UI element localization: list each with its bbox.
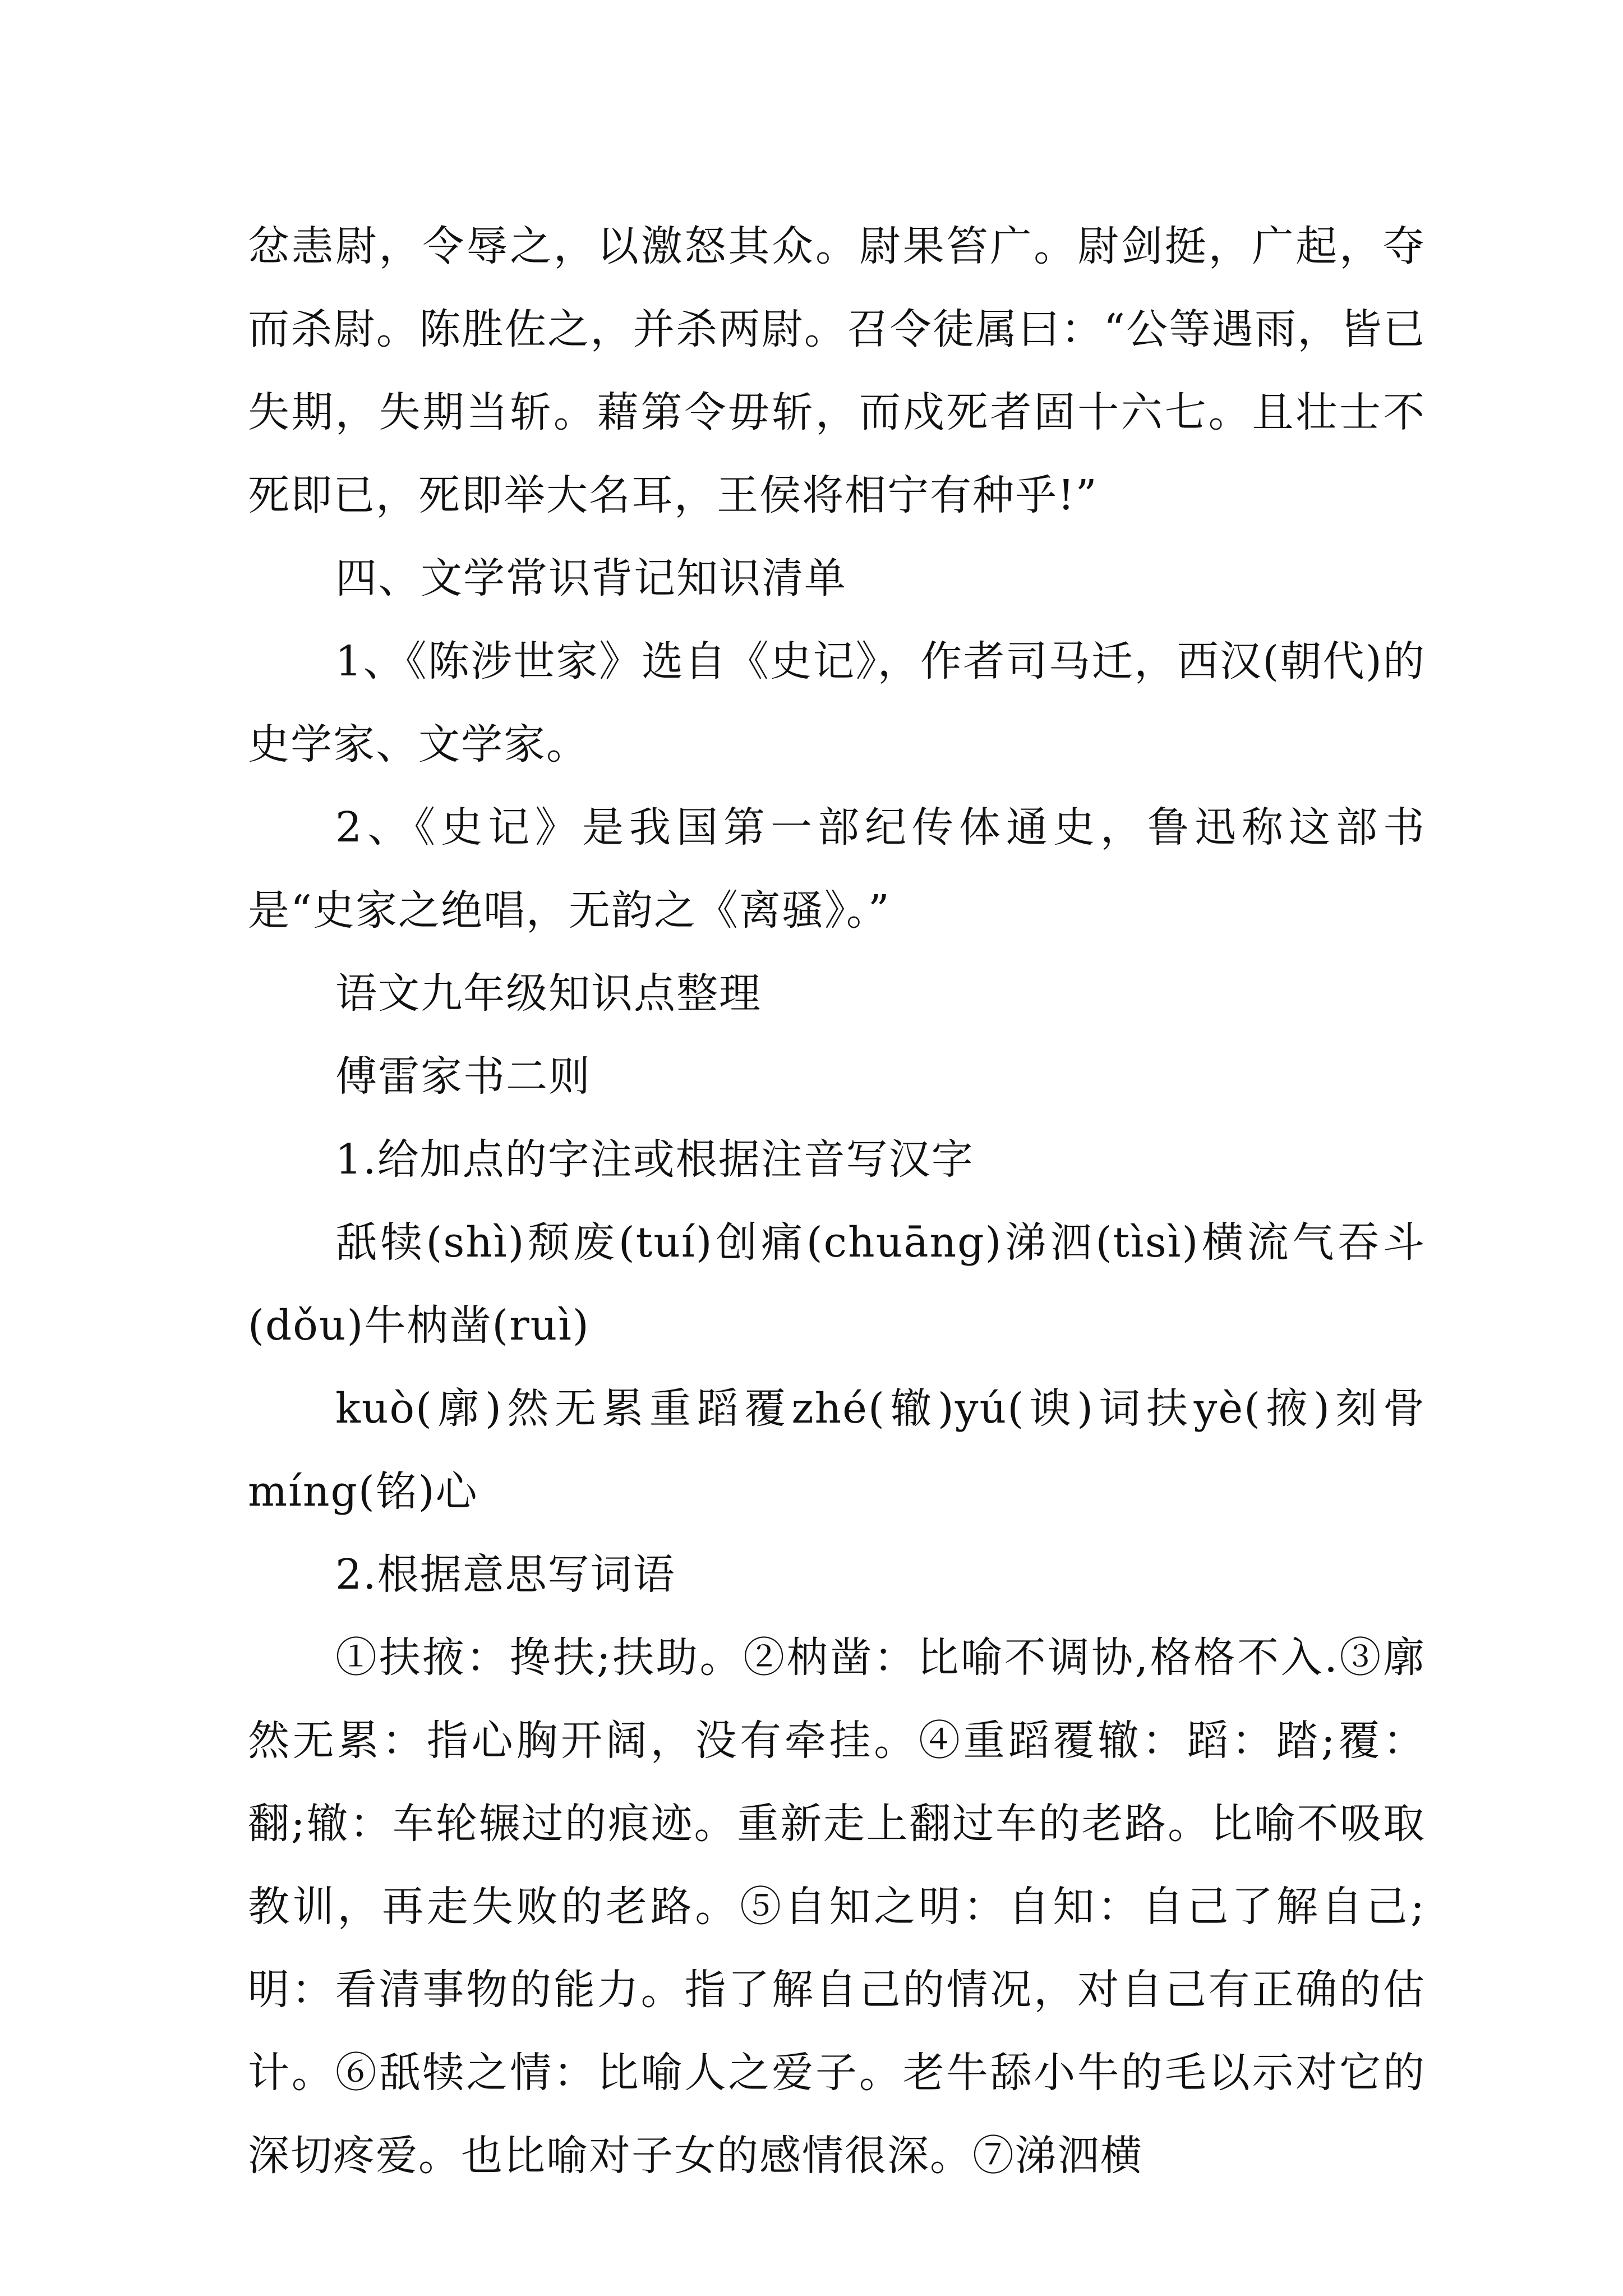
paragraph: 2、《史记》是我国第一部纪传体通史，鲁迅称这部书是“史家之绝唱，无韵之《离骚》。” (248, 803, 1426, 935)
section-heading: 傅雷家书二则 (335, 1052, 591, 1101)
paragraph: 1.给加点的字注或根据注音写汉字 (335, 1135, 974, 1184)
section-heading: 语文九年级知识点整理 (335, 969, 762, 1018)
paragraph: 1、《陈涉世家》选自《史记》，作者司马迁，西汉(朝代)的史学家、文学家。 (248, 637, 1426, 769)
paragraph: kuò(廓)然无累重蹈覆zhé(辙)yú(谀)词扶yè(掖)刻骨míng(铭)心 (248, 1384, 1426, 1516)
paragraph: 2.根据意思写词语 (335, 1550, 676, 1599)
paragraph: 忿恚尉，令辱之，以激怒其众。尉果笞广。尉剑挺，广起，夺而杀尉。陈胜佐之，并杀两尉。召令徒属曰：“公等遇雨，皆已失期，失期当斩。藉第令毋斩，而戍死者固十六七。且壮士不死即已，死即举大名耳，王侯将相宁有种乎!” (248, 222, 1426, 519)
section-heading: 四、文学常识背记知识清单 (335, 554, 847, 602)
paragraph: ①扶掖：搀扶;扶助。②枘凿：比喻不调协,格格不入.③廓然无累：指心胸开阔，没有牵挂。④重蹈覆辙：蹈：踏;覆：翻;辙：车轮辗过的痕迹。重新走上翻过车的老路。比喻不吸取教训，再走失败的老路。⑤自知之明：自知：自己了解自己;明：看清事物的能力。指了解自己的情况，对自己有正确的估计。⑥舐犊之情：比喻人之爱子。老牛舔小牛的毛以示对它的深切疼爱。也比喻对子女的感情很深。⑦涕泗横 (248, 1634, 1426, 2180)
paragraph: 舐犊(shì)颓废(tuí)创痛(chuāng)涕泗(tìsì)横流气吞斗(dǒu)牛枘凿(ruì) (248, 1218, 1426, 1350)
body-text (248, 205, 1426, 2197)
